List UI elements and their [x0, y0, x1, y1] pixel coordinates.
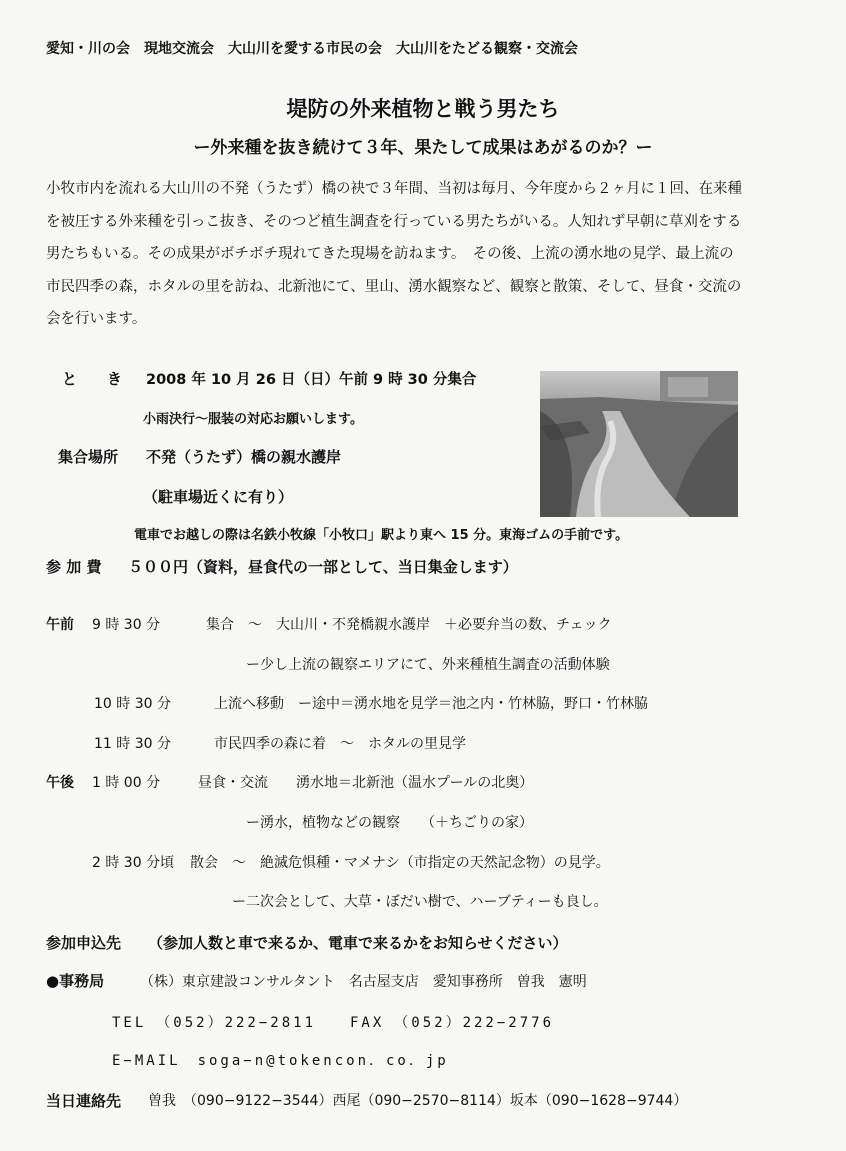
- place-parking: （駐車場近くに有り）: [143, 488, 294, 506]
- schedule-text: 昼食・交流 湧水地＝北新池（温水プールの北奥）: [198, 775, 534, 791]
- schedule-text: ー湧水，植物などの観察 （＋ちごりの家）: [246, 815, 533, 831]
- office-label: ●事務局: [46, 972, 105, 990]
- schedule-text: 上流へ移動 ー途中＝湧水地を見学＝池之内・竹林脇，野口・竹林脇: [214, 696, 648, 712]
- day-contact-value: 曽我 （090−9122−3544）西尾（090−2570−8114）坂本（090−1628−9744）: [148, 1093, 688, 1109]
- schedule-time: 1 時 00 分: [92, 775, 161, 791]
- schedule-text: 集合 〜 大山川・不発橋親水護岸 ＋必要弁当の数、チェック: [206, 617, 612, 633]
- intro-line: 市民四季の森，ホタルの里を訪ね、北新池にて、里山、湧水観察など、観察と散策、そして、昼食・交流の: [46, 278, 742, 295]
- fee-value: ５００円（資料，昼食代の一部として、当日集金します）: [128, 558, 518, 576]
- place-value: 不発（うたず）橋の親水護岸: [146, 448, 342, 466]
- when-value: 2008 年 10 月 26 日（日）午前 9 時 30 分集合: [146, 372, 477, 388]
- schedule-am-label: 午前: [46, 617, 74, 633]
- apply-label: 参加申込先: [46, 934, 122, 952]
- schedule-text: 市民四季の森に着 〜 ホタルの里見学: [214, 736, 466, 752]
- office-tel-fax: TEL （052）222−2811 FAX （052）222−2776: [112, 1015, 555, 1031]
- schedule-time: 9 時 30 分: [92, 617, 161, 633]
- day-contact-label: 当日連絡先: [46, 1092, 122, 1110]
- schedule-text: ー二次会として、大草・ぼだい樹で、ハーブティーも良し。: [232, 894, 608, 910]
- intro-line: 会を行います。: [46, 311, 147, 327]
- intro-line: 男たちもいる。その成果がボチボチ現れてきた現場を訪ねます。 その後、上流の湧水地の見学、最上流の: [46, 246, 734, 262]
- intro-line: を被圧する外来種を引っこ抜き、そのつど植生調査を行っている男たちがいる。人知れず早朝に草刈をする: [46, 213, 742, 230]
- apply-note: （参加人数と車で来るか、電車で来るかをお知らせください）: [148, 934, 568, 952]
- schedule-text: ー少し上流の観察エリアにて、外来種植生調査の活動体験: [246, 657, 610, 673]
- schedule-pm-label: 午後: [46, 775, 74, 791]
- when-note: 小雨決行〜服装の対応お願いします。: [143, 412, 363, 427]
- place-access: 電車でお越しの際は名鉄小牧線「小牧口」駅より東へ 15 分。東海ゴムの手前です。: [134, 528, 629, 543]
- when-label: と き: [62, 370, 123, 388]
- intro-paragraph: [46, 173, 806, 336]
- office-email: E−MAIL soga−n@tokencon．co．jp: [112, 1053, 449, 1069]
- page-title: 堤防の外来植物と戦う男たち: [286, 97, 560, 121]
- header-line: 愛知・川の会 現地交流会 大山川を愛する市民の会 大山川をたどる観察・交流会: [46, 41, 578, 57]
- schedule-time: 2 時 30 分頃: [92, 855, 175, 871]
- fee-label: 参 加 費: [46, 558, 102, 576]
- schedule-time: 10 時 30 分: [94, 696, 171, 712]
- schedule-time: 11 時 30 分: [94, 736, 171, 752]
- intro-line: 小牧市内を流れる大山川の不発（うたず）橋の袂で３年間、当初は毎月、今年度から２ヶ月に１回、在来種: [46, 181, 742, 197]
- place-label: 集合場所: [58, 448, 119, 466]
- river-photo: [540, 371, 738, 517]
- schedule-text: 散会 〜 絶滅危惧種・マメナシ（市指定の天然記念物）の見学。: [190, 855, 610, 871]
- page-subtitle: ー外来種を抜き続けて３年、果たして成果はあがるのか？ー: [193, 138, 653, 158]
- office-value: （株）東京建設コンサルタント 名古屋支店 愛知事務所 曽我 憲明: [140, 974, 587, 990]
